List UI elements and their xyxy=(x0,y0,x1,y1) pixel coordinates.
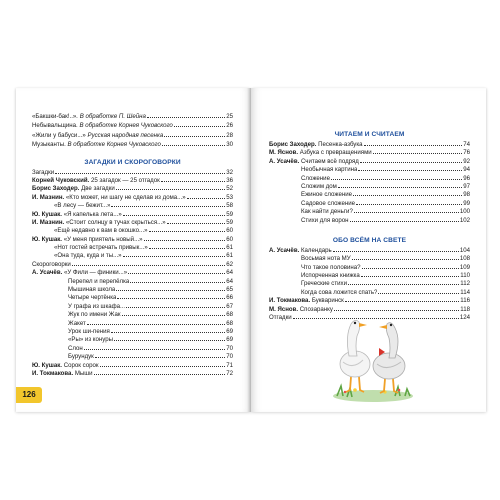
toc-entry xyxy=(269,175,470,183)
toc-entry-title xyxy=(32,131,163,140)
toc-entry-title-text: Азбука с превращениями xyxy=(298,149,372,157)
toc-entry xyxy=(32,121,233,130)
toc-entry-page: 97 xyxy=(463,182,470,190)
toc-entry-page: 60 xyxy=(226,235,233,243)
toc-entry-page: 68 xyxy=(226,311,233,319)
toc-entry-title-text: Две загадки xyxy=(79,185,115,193)
toc-entry-title xyxy=(269,314,292,322)
toc-entry-leader xyxy=(95,357,225,358)
toc-entry-page: 118 xyxy=(460,305,470,313)
toc-entry-title xyxy=(301,264,361,272)
toc-entry-leader xyxy=(123,256,226,257)
toc-entry-title-text: «Нот гостей встречать привык...» xyxy=(54,244,148,252)
toc-entry-page: 100 xyxy=(459,208,470,216)
toc-entry-leader xyxy=(94,374,226,375)
toc-entry-leader xyxy=(354,212,459,213)
toc-entry-leader xyxy=(130,282,225,283)
toc-entry xyxy=(269,208,470,216)
toc-entry-title xyxy=(32,219,166,227)
toc-entry-title-text: «У Фили — финики...» xyxy=(62,269,128,277)
toc-entry-title xyxy=(301,175,330,183)
toc-entry xyxy=(32,261,233,269)
toc-entry-source: Русская народная песенка xyxy=(87,131,164,139)
toc-entry-leader xyxy=(117,298,225,299)
left-toc xyxy=(16,112,251,378)
toc-entry xyxy=(269,280,470,288)
toc-entry-page: 74 xyxy=(463,141,470,148)
toc-entry-leader xyxy=(174,126,225,127)
toc-entry-author: И. Мазнин. xyxy=(32,218,65,226)
toc-entry-title-text: Небывальщина. xyxy=(32,122,80,130)
toc-entry-page: 66 xyxy=(226,294,233,302)
toc-entry-page: 108 xyxy=(459,255,470,263)
toc-entry xyxy=(32,185,233,193)
toc-entry xyxy=(32,194,233,202)
toc-entry-leader xyxy=(167,223,226,224)
right-page xyxy=(251,88,486,412)
toc-entry-leader xyxy=(187,198,226,199)
toc-entry xyxy=(32,294,233,302)
toc-entry-title xyxy=(301,166,357,174)
toc-entry-title xyxy=(32,112,146,121)
toc-entry xyxy=(32,169,233,177)
toc-entry-title-text: Бурундук xyxy=(68,353,94,361)
toc-entry xyxy=(269,141,470,149)
toc-entry-page: 70 xyxy=(226,344,233,352)
toc-entry-page: 59 xyxy=(226,218,233,226)
toc-entry-title-text: «Бакшки-бак!..» xyxy=(32,113,77,120)
toc-entry-page: 104 xyxy=(459,246,470,254)
toc-entry-title-text: «Стоит солнцу в тучах скрыться...» xyxy=(64,218,166,226)
toc-entry xyxy=(269,149,470,157)
toc-entry-page: 114 xyxy=(460,288,470,296)
toc-entry xyxy=(32,236,233,244)
toc-entry-leader xyxy=(350,221,459,222)
toc-entry-title xyxy=(301,272,360,280)
toc-entry-page: 25 xyxy=(226,113,233,120)
toc-entry-leader xyxy=(100,366,226,367)
toc-entry-title-text: Перепел и перепёлка xyxy=(68,277,130,285)
toc-entry-leader xyxy=(352,259,459,260)
toc-entry-page: 72 xyxy=(226,369,233,377)
toc-entry-title-text: «Кто может, ни шагу не сделав из дома...» xyxy=(64,193,186,201)
toc-entry-title-text: Скороговорки xyxy=(32,260,71,268)
toc-entry xyxy=(32,252,233,260)
toc-entry-title-text: Музыканты. xyxy=(32,141,68,149)
toc-entry-source: В обработке Корнея Чуковского xyxy=(79,122,173,130)
section-heading-reading: ЧИТАЕМ И СЧИТАЕМ xyxy=(334,131,405,138)
toc-entry xyxy=(269,166,470,174)
toc-entry-title-text: Считаем всё подряд xyxy=(299,157,359,165)
toc-entry-title xyxy=(54,244,148,252)
toc-entry-leader xyxy=(147,117,225,118)
toc-entry-title xyxy=(68,311,121,319)
toc-entry-leader xyxy=(122,315,226,316)
toc-entry-page: 102 xyxy=(459,216,470,224)
toc-entry xyxy=(32,320,233,328)
toc-entry-page: 32 xyxy=(226,168,233,176)
toc-entry-title xyxy=(269,247,332,255)
toc-entry-title xyxy=(301,217,349,225)
toc-group-riddles xyxy=(32,169,233,379)
toc-entry-leader xyxy=(353,195,462,196)
toc-entry-title-text: Сорок сорок xyxy=(62,361,99,369)
toc-entry-leader xyxy=(87,324,225,325)
toc-entry-leader xyxy=(116,189,225,190)
toc-entry-page: 124 xyxy=(459,314,470,322)
toc-entry-title xyxy=(32,185,115,193)
toc-entry-title xyxy=(32,211,122,219)
toc-entry-title xyxy=(32,194,186,202)
toc-entry-title-text: Песенка-азбука xyxy=(316,141,363,148)
toc-entry-leader xyxy=(333,251,459,252)
toc-entry-title xyxy=(301,208,353,216)
toc-entry-title xyxy=(32,140,161,149)
toc-entry xyxy=(32,140,233,149)
page-number: 126 xyxy=(16,387,42,403)
toc-entry-leader xyxy=(348,284,459,285)
toc-entry-title-text: Букваринск xyxy=(310,297,344,305)
toc-entry-title-text: Что такое половина? xyxy=(301,263,361,271)
toc-entry-title-text: Урок ши-пения xyxy=(68,327,110,335)
toc-entry-title-text: Восьмая нота МУ xyxy=(301,255,351,263)
toc-entry-author: Борис Заходер. xyxy=(269,141,317,148)
toc-entry xyxy=(269,217,470,225)
toc-entry xyxy=(269,297,470,305)
toc-entry xyxy=(32,244,233,252)
toc-entry-source: В обработке Корнея Чуковского xyxy=(67,141,161,149)
toc-entry-title-text: Греческие стихи xyxy=(301,280,347,288)
toc-entry xyxy=(269,289,470,297)
geese-illustration xyxy=(325,306,421,406)
toc-entry xyxy=(32,278,233,286)
toc-entry xyxy=(32,353,233,361)
toc-entry-author: Корней Чуковский. xyxy=(32,176,90,184)
toc-entry-title xyxy=(68,336,113,344)
toc-entry-page: 58 xyxy=(226,202,233,210)
left-page xyxy=(16,88,251,412)
toc-entry-page: 112 xyxy=(460,280,470,288)
toc-entry-title xyxy=(269,158,359,166)
toc-entry-leader xyxy=(72,265,225,266)
toc-entry-leader xyxy=(361,276,460,277)
toc-entry-page: 64 xyxy=(226,269,233,277)
toc-entry-title xyxy=(32,177,160,185)
toc-entry-author: М. Яснов. xyxy=(269,305,299,313)
toc-entry-title-text: Сложим дом xyxy=(301,182,337,190)
toc-entry xyxy=(32,227,233,235)
toc-entry-leader xyxy=(378,293,459,294)
toc-entry-title-text: Мыши xyxy=(73,369,93,377)
toc-entry xyxy=(32,269,233,277)
toc-entry-title xyxy=(269,149,372,157)
toc-entry-page: 76 xyxy=(463,149,470,157)
toc-entry xyxy=(269,183,470,191)
toc-entry-title xyxy=(301,183,337,191)
toc-entry-leader xyxy=(331,179,462,180)
toc-entry-leader xyxy=(144,240,226,241)
toc-entry-leader xyxy=(161,181,225,182)
toc-entry xyxy=(32,336,233,344)
toc-entry-title xyxy=(269,141,363,149)
toc-entry-page: 69 xyxy=(226,327,233,335)
toc-entry-author: А. Усачёв. xyxy=(269,157,300,165)
toc-entry-page: 96 xyxy=(463,174,470,182)
toc-entry-title xyxy=(54,202,110,210)
toc-entry-page: 92 xyxy=(463,157,470,165)
toc-group-reading xyxy=(269,141,470,225)
toc-entry-title-text: Календарь xyxy=(299,246,332,254)
toc-entry-leader xyxy=(128,273,225,274)
toc-entry-title-text: Когда сова ложится спать? xyxy=(301,288,378,296)
toc-entry-page: 110 xyxy=(460,272,470,280)
toc-entry-leader xyxy=(358,170,462,171)
toc-entry-title-text: 25 загадок — 25 отгадок xyxy=(89,176,160,184)
toc-entry-page: 61 xyxy=(226,244,233,252)
toc-entry-title xyxy=(32,269,127,277)
toc-entry-leader xyxy=(123,215,225,216)
toc-entry-page: 60 xyxy=(226,227,233,235)
toc-entry-leader xyxy=(149,248,225,249)
toc-entry-page: 67 xyxy=(226,302,233,310)
toc-entry-page: 26 xyxy=(226,122,233,130)
toc-entry-leader xyxy=(114,340,225,341)
toc-entry-page: 98 xyxy=(463,191,470,199)
toc-entry-title-text: У графа из шкафа... xyxy=(68,302,126,310)
toc-entry-title xyxy=(301,200,355,208)
toc-entry-title-text: Как найти деньги? xyxy=(301,208,353,216)
toc-entry-page: 62 xyxy=(226,260,233,268)
toc-entry-author: И. Токмакова. xyxy=(269,297,311,305)
toc-entry-title xyxy=(301,255,351,263)
toc-entry-page: 69 xyxy=(226,336,233,344)
toc-entry-title xyxy=(68,278,129,286)
toc-entry-page: 30 xyxy=(226,141,233,149)
toc-entry xyxy=(269,200,470,208)
toc-entry-title-text: Необычная картина xyxy=(301,166,358,174)
toc-group-top xyxy=(32,112,233,150)
toc-entry-title xyxy=(32,169,54,177)
toc-entry xyxy=(269,247,470,255)
toc-entry-page: 116 xyxy=(460,297,470,305)
section-heading-riddles: ЗАГАДКИ И СКОРОГОВОРКИ xyxy=(84,158,181,166)
toc-entry xyxy=(32,112,233,121)
toc-entry-author: М. Яснов. xyxy=(269,149,299,157)
toc-entry-leader xyxy=(345,301,459,302)
toc-entry-page: 68 xyxy=(226,319,233,327)
toc-entry-page: 65 xyxy=(226,286,233,294)
toc-entry-title-text: Четыре чертёнка xyxy=(68,294,117,302)
toc-entry xyxy=(32,211,233,219)
toc-entry-leader xyxy=(362,268,459,269)
toc-entry-title-text: Жакет xyxy=(68,319,86,327)
toc-entry-leader xyxy=(126,307,225,308)
toc-entry-page: 28 xyxy=(226,131,233,139)
toc-entry-title-text: Мышиная школа xyxy=(68,286,116,294)
toc-entry xyxy=(32,131,233,140)
toc-entry-title-text: Садовое сложение xyxy=(301,199,356,207)
toc-entry xyxy=(269,191,470,199)
toc-entry-title-text: «У меня приятель новый...» xyxy=(62,235,143,243)
toc-entry-leader xyxy=(55,173,225,174)
toc-entry-title xyxy=(269,297,344,305)
toc-entry-leader xyxy=(164,136,225,137)
toc-entry-leader xyxy=(116,290,225,291)
toc-entry-author: А. Усачёв. xyxy=(32,269,63,277)
toc-entry-title-text: Слон xyxy=(68,344,83,352)
toc-entry xyxy=(32,328,233,336)
section-heading-everything: ОБО ВСЁМ НА СВЕТЕ xyxy=(332,236,407,244)
toc-entry-title-text: Испорченная книжка xyxy=(301,272,360,280)
toc-entry-title-text: Ежиное сложение xyxy=(301,191,352,199)
toc-entry-page: 94 xyxy=(463,166,470,174)
toc-entry-title xyxy=(68,294,116,302)
toc-entry-leader xyxy=(111,332,225,333)
toc-entry-author: Ю. Кушак. xyxy=(32,210,62,218)
toc-entry-leader xyxy=(111,206,225,207)
toc-entry-author: Ю. Кушак. xyxy=(32,235,62,243)
toc-entry xyxy=(269,272,470,280)
toc-entry-author: И. Токмакова. xyxy=(32,369,74,377)
toc-entry-title-text: «Она туда, куда и ты...» xyxy=(54,252,122,260)
toc-entry-title-text: «В лесу — бежит...» xyxy=(54,202,111,210)
toc-entry-title-text: Жук по имени Жак xyxy=(68,311,121,319)
toc-entry-title xyxy=(301,280,347,288)
toc-entry-title xyxy=(54,252,122,260)
toc-entry xyxy=(32,311,233,319)
toc-entry-page: 52 xyxy=(226,185,233,193)
toc-entry-title xyxy=(301,289,377,297)
toc-entry-title-text: «Жили у бабуси...» xyxy=(32,131,88,139)
toc-entry-author: И. Мазнин. xyxy=(32,193,65,201)
toc-entry xyxy=(269,255,470,263)
toc-entry-page: 109 xyxy=(459,263,470,271)
toc-entry-leader xyxy=(373,153,463,154)
toc-entry xyxy=(32,303,233,311)
toc-entry-page: 59 xyxy=(226,210,233,218)
right-toc xyxy=(251,128,486,322)
toc-entry-author: Ю. Кушак. xyxy=(32,361,62,369)
toc-entry-title-text: Стихи для ворон xyxy=(301,216,349,224)
toc-entry-leader xyxy=(356,204,462,205)
toc-entry-source: . В обработке П. Шейна xyxy=(76,113,146,120)
toc-entry-page: 53 xyxy=(226,193,233,201)
toc-entry-title-text: «Ры» из конуры xyxy=(68,336,114,344)
toc-entry-title xyxy=(54,227,148,235)
toc-entry xyxy=(269,264,470,272)
toc-entry-title xyxy=(68,286,115,294)
toc-entry xyxy=(32,219,233,227)
toc-entry xyxy=(32,202,233,210)
toc-entry-title xyxy=(68,328,110,336)
toc-entry xyxy=(32,345,233,353)
toc-entry-page: 71 xyxy=(226,361,233,369)
toc-entry-author: Борис Заходер. xyxy=(32,185,80,193)
toc-entry-title xyxy=(68,353,94,361)
toc-entry-title-text: «Я капелька лета...» xyxy=(62,210,122,218)
toc-entry-page: 99 xyxy=(463,199,470,207)
toc-entry-title-text: Спозаранку xyxy=(298,305,333,313)
toc-entry xyxy=(32,362,233,370)
toc-entry-title xyxy=(32,261,71,269)
toc-entry-page: 70 xyxy=(226,353,233,361)
toc-entry-title xyxy=(68,320,86,328)
toc-entry-page: 64 xyxy=(226,277,233,285)
toc-entry-title-text: Отгадки xyxy=(269,314,292,322)
toc-entry-title xyxy=(68,345,83,353)
toc-entry-title xyxy=(32,370,93,378)
toc-entry xyxy=(32,286,233,294)
toc-entry-author: А. Усачёв. xyxy=(269,246,300,254)
toc-entry-title xyxy=(68,303,125,311)
toc-entry xyxy=(269,158,470,166)
toc-entry xyxy=(32,370,233,378)
toc-entry-title xyxy=(269,306,333,314)
toc-entry-title-text: Сложение xyxy=(301,174,330,182)
toc-entry-leader xyxy=(84,349,225,350)
toc-entry-leader xyxy=(149,231,226,232)
toc-entry-title xyxy=(32,362,99,370)
toc-entry-page: 61 xyxy=(226,252,233,260)
toc-entry-page: 36 xyxy=(226,176,233,184)
toc-entry-title xyxy=(32,121,173,130)
toc-entry-leader xyxy=(364,145,463,146)
toc-entry xyxy=(32,177,233,185)
toc-entry-title xyxy=(32,236,143,244)
toc-entry-leader xyxy=(162,145,225,146)
toc-entry-leader xyxy=(338,187,462,188)
toc-entry-title-text: «Ещё недавно к вам в окошко...» xyxy=(54,227,148,235)
toc-entry-title-text: Загадки xyxy=(32,168,55,176)
toc-entry-title xyxy=(301,191,352,199)
toc-entry-leader xyxy=(360,162,462,163)
